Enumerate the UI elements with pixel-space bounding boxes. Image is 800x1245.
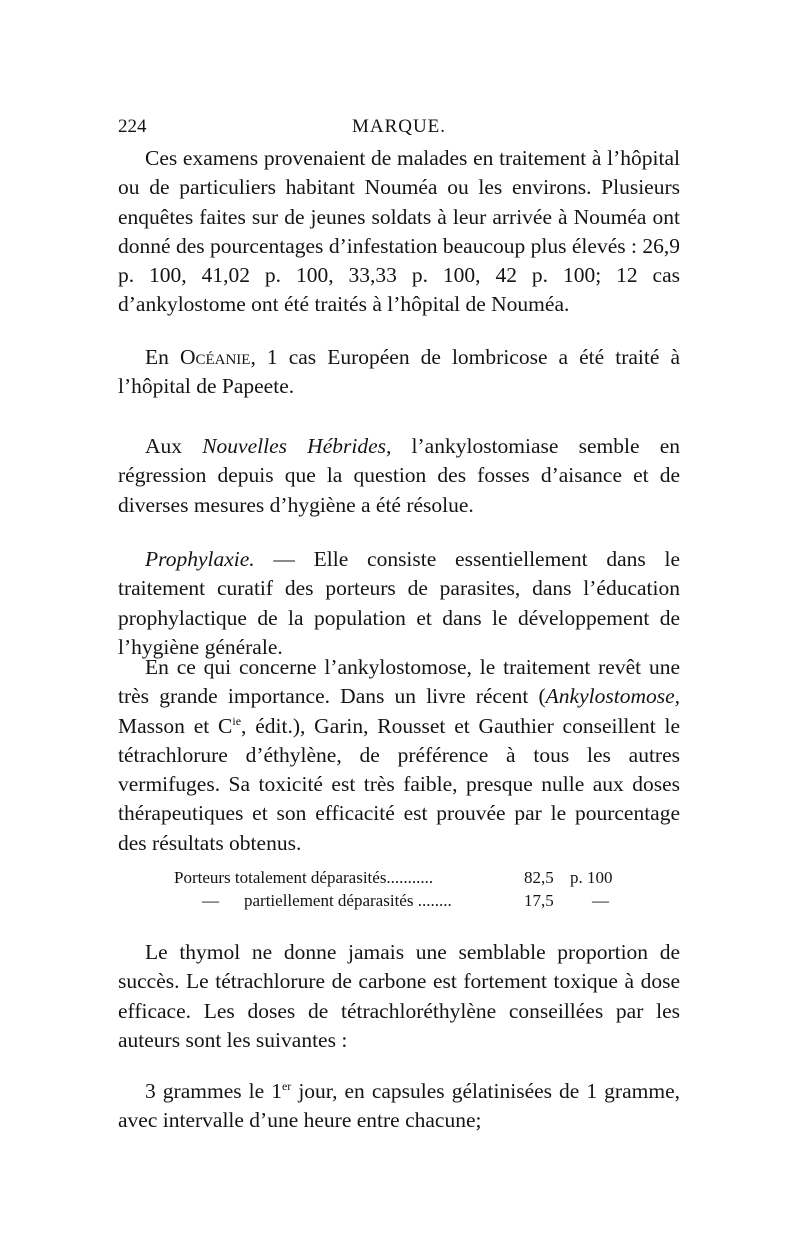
stat-unit: p. 100 [570,868,613,887]
stat-value: 17,5 [524,891,554,910]
ditto-dash: — [202,891,219,910]
stat-unit: — [592,891,609,910]
stat-row-total [118,866,680,890]
text-run: 3 grammes le 1 [145,1079,282,1103]
running-head: MARQUE. [351,116,447,137]
text-run: l’ankylostomiase semble en régression depuis que la question des fosses d’aisance et de diverses mesures d’hygiène a été résolue. [118,434,680,517]
stat-row-partial [118,889,680,913]
section-title-prophylaxie: Prophylaxie. [145,547,255,571]
text-run: En ce qui concerne l’ankylostomose, le traitement revêt une très grande importance. Dans un livre récent ( [118,655,680,709]
stat-value: 82,5 [524,868,554,887]
stat-label: Porteurs totalement déparasités........... [174,868,434,887]
text-run: — Elle consiste essentiellement dans le traitement curatif des porteurs de parasites, dans l’éducation prophylactique de la population et dans le développement de l’hygiène générale. [118,547,680,659]
text-run: jour, en capsules gélatinisées de 1 gramme, avec intervalle d’une heure entre chacune; [118,1079,680,1133]
paragraph-dosage [118,1077,680,1136]
text-run: Masson et C [118,713,233,738]
paragraph-traitement [118,653,680,858]
page-number: 224 [118,116,147,137]
text-run: , édit.), Garin, Rousset et Gauthier conseillent le tétrachlorure d’éthylène, de préférence à tous les autres vermifuges. Sa toxicité est très faible, presque nulle aux doses thérapeutiques et son efficacité est prouvée par le pourcentage des résultats obtenus. [118,713,680,855]
paragraph-oceanie [118,343,680,402]
paragraph-thymol: Le thymol ne donne jamais une semblable proportion de succès. Le tétrachlorure de carbone est fortement toxique à dose efficace. Les doses de tétrachloréthylène conseillées par les auteurs sont les suivantes : [118,940,680,1052]
text-run: Aux [145,434,203,458]
text-run: 1 cas Européen de lombricose a été traité à l’hôpital de Papeete. [118,345,680,399]
superscript: ie [232,713,242,728]
stat-label: partiellement déparasités ........ [244,891,452,910]
page-header [118,116,680,138]
text-run: En [145,345,180,369]
book-title: Ankylostomose, [545,684,680,709]
superscript: er [281,1078,292,1093]
paragraph-prophylaxie [118,545,680,662]
paragraph-noumea-examinations: Ces examens provenaient de malades en traitement à l’hôpital ou de particuliers habitant Nouméa ou les environs. Plusieurs enquêtes faites sur de jeunes soldats à leur arrivée à Nouméa ont donné des pourcentages d’infestation beaucoup plus élevés : 26,9 p. 100, 41,02 p. 100, 33,33 p. 100, 42 p. 100; 12 cas d’ankylostome ont été traités à l’hôpital de Nouméa. [118,146,680,317]
place-name-oceanie: Océanie, [179,345,256,369]
place-name-nouvelles-hebrides: Nouvelles Hébrides, [202,434,392,458]
paragraph-nouvelles-hebrides [118,432,680,520]
